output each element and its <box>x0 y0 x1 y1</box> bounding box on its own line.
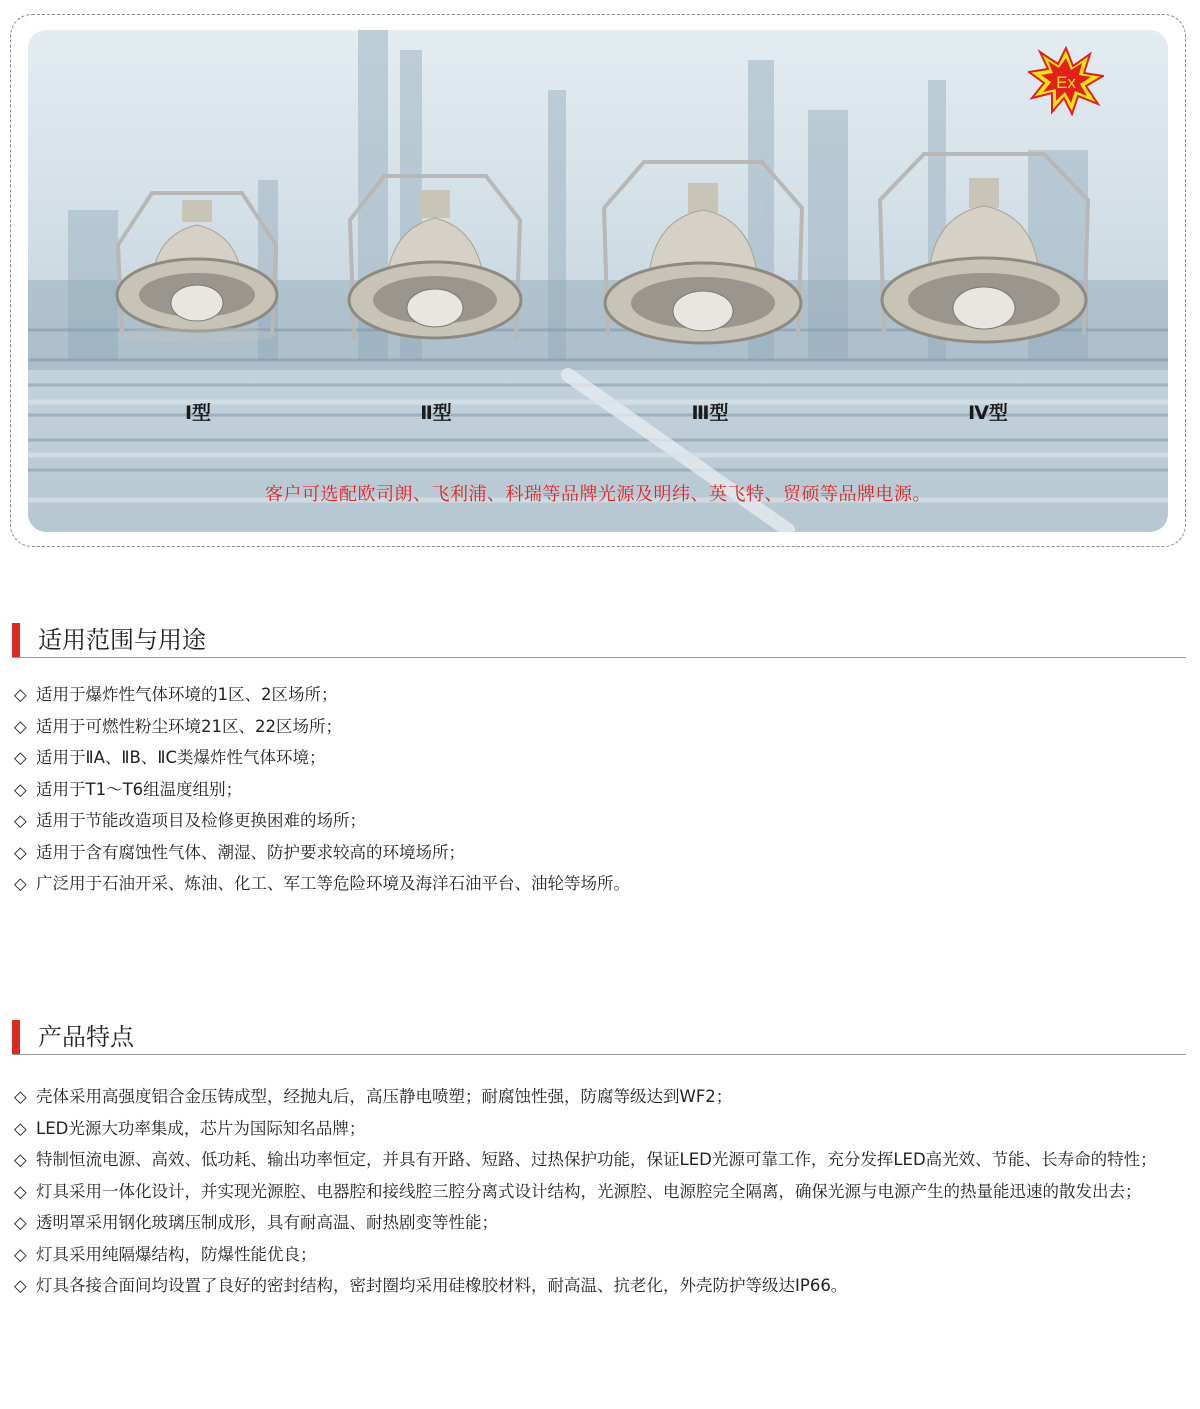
diamond-icon: ◇ <box>14 1118 27 1138</box>
scope-list <box>14 679 1186 900</box>
list-item: ◇ 适用于含有腐蚀性气体、潮湿、防护要求较高的环境场所； <box>14 837 1186 869</box>
section-title: 适用范围与用途 <box>38 626 206 654</box>
diamond-icon: ◇ <box>14 779 27 799</box>
features-list <box>14 1081 1186 1302</box>
list-item: ◇ 适用于ⅡA、ⅡB、ⅡC类爆炸性气体环境； <box>14 742 1186 774</box>
diamond-icon: ◇ <box>14 842 27 862</box>
lamp-type-2-label: Ⅱ型 <box>420 402 452 424</box>
diamond-icon: ◇ <box>14 685 27 704</box>
diamond-icon: ◇ <box>14 1087 27 1106</box>
lamp-type-1-label: Ⅰ型 <box>184 402 212 424</box>
list-item: ◇ 适用于可燃性粉尘环境21区、22区场所； <box>14 711 1186 743</box>
list-item: ◇ 适用于T1～T6组温度组别； <box>14 774 1186 806</box>
lamp-type-2-image <box>344 170 526 395</box>
lamp-type-1-image <box>112 185 282 395</box>
brand-options-note: 客户可选配欧司朗、飞利浦、科瑞等品牌光源及明纬、英飞特、贸硕等品牌电源。 <box>265 484 931 505</box>
ex-explosion-proof-icon <box>1028 46 1104 116</box>
section-divider <box>12 657 1186 658</box>
diamond-icon: ◇ <box>14 1213 27 1232</box>
diamond-icon: ◇ <box>14 1150 27 1169</box>
section-divider <box>12 1054 1186 1055</box>
diamond-icon: ◇ <box>14 874 27 893</box>
list-item: ◇ 适用于节能改造项目及检修更换困难的场所； <box>14 805 1186 837</box>
list-item: ◇ 灯具采用一体化设计，并实现光源腔、电器腔和接线腔三腔分离式设计结构，光源腔、电源腔完全隔离，确保光源与电源产生的热量能迅速的散发出去； <box>14 1176 1186 1208</box>
section-title: 产品特点 <box>38 1023 134 1051</box>
diamond-icon: ◇ <box>14 1244 27 1264</box>
list-item: ◇ 壳体采用高强度铝合金压铸成型，经抛丸后，高压静电喷塑；耐腐蚀性强，防腐等级达到WF2； <box>14 1081 1186 1113</box>
section-accent-bar <box>12 1020 20 1054</box>
lamp-type-3-image <box>600 158 806 398</box>
lamp-type-3-label: Ⅲ型 <box>691 402 729 424</box>
list-item: ◇ LED光源大功率集成，芯片为国际知名品牌； <box>14 1113 1186 1145</box>
diamond-icon: ◇ <box>14 811 27 830</box>
hero-banner <box>28 30 1168 532</box>
list-item: ◇ 灯具采用纯隔爆结构，防爆性能优良； <box>14 1239 1186 1271</box>
list-item: ◇ 透明罩采用钢化玻璃压制成形，具有耐高温、耐热剧变等性能； <box>14 1207 1186 1239</box>
list-item: ◇ 适用于爆炸性气体环境的1区、2区场所； <box>14 679 1186 711</box>
list-item: ◇ 广泛用于石油开采、炼油、化工、军工等危险环境及海洋石油平台、油轮等场所。 <box>14 868 1186 900</box>
lamp-type-4-label: Ⅳ型 <box>968 402 1008 424</box>
section-accent-bar <box>12 623 20 657</box>
diamond-icon: ◇ <box>14 1276 27 1295</box>
lamp-type-4-image <box>876 150 1092 395</box>
diamond-icon: ◇ <box>14 716 27 736</box>
diamond-icon: ◇ <box>14 1181 27 1201</box>
list-item: ◇ 特制恒流电源、高效、低功耗、输出功率恒定，并具有开路、短路、过热保护功能，保证LED光源可靠工作，充分发挥LED高光效、节能、长寿命的特性； <box>14 1144 1186 1176</box>
list-item: ◇ 灯具各接合面间均设置了良好的密封结构，密封圈均采用硅橡胶材料，耐高温、抗老化，外壳防护等级达IP66。 <box>14 1270 1186 1302</box>
svg-text:Ex: Ex <box>1056 73 1076 92</box>
diamond-icon: ◇ <box>14 748 27 767</box>
